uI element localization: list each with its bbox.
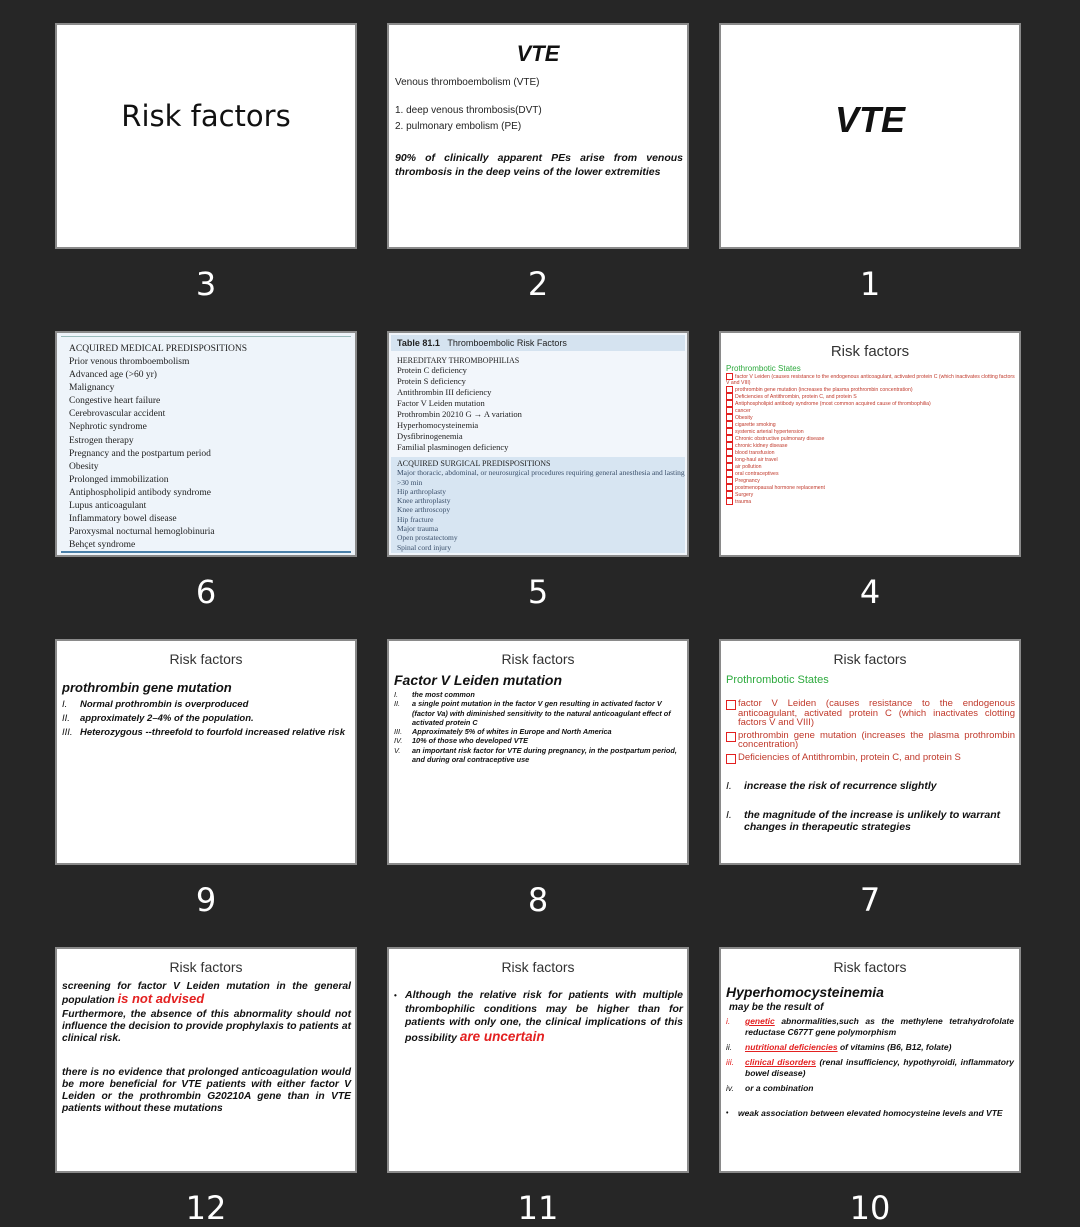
list-item bbox=[726, 442, 1015, 449]
checkbox-icon bbox=[726, 470, 733, 477]
list-item bbox=[394, 690, 681, 699]
list-item bbox=[62, 726, 351, 740]
checkbox-icon bbox=[726, 732, 736, 742]
table-row: Nephrotic syndrome bbox=[69, 422, 147, 433]
table-bottom-rule bbox=[61, 551, 351, 553]
list-item-text: Heterozygous --threefold to fourfold increased relative risk bbox=[80, 727, 345, 738]
list-item bbox=[726, 435, 1015, 442]
list-item bbox=[726, 477, 1015, 484]
list-item bbox=[726, 407, 1015, 414]
slide-title: VTE bbox=[516, 41, 560, 66]
slide-title: VTE bbox=[834, 99, 905, 140]
list-item-text: Approximately 5% of whites in Europe and North America bbox=[412, 727, 612, 737]
table-row: Obesity bbox=[69, 461, 99, 472]
table-row: Knee arthroplasty bbox=[397, 496, 451, 506]
risk-list bbox=[726, 373, 1015, 505]
slide-number: 9 bbox=[195, 881, 217, 919]
slide-subtitle: Prothrombotic States bbox=[726, 674, 829, 686]
slide-thumbnail-6[interactable] bbox=[55, 331, 357, 557]
slide-paragraph bbox=[394, 989, 683, 1045]
list-item-text: postmenopausal hormone replacement bbox=[735, 484, 825, 491]
table-row: Lupus anticoagulant bbox=[69, 501, 147, 512]
bullet-icon: • bbox=[394, 991, 397, 1000]
list-marker: III. bbox=[62, 727, 73, 738]
list-item-text: (renal insufficiency, hypothyroidi, inflammatory bowel disease) bbox=[745, 1057, 1014, 1078]
list-item-text: Deficiencies of Antithrombin, protein C, and protein S bbox=[738, 751, 961, 763]
table-row: Hip fracture bbox=[397, 514, 434, 524]
table-row: Advanced age (>60 yr) bbox=[69, 370, 157, 381]
slide-thumbnail-2[interactable] bbox=[387, 23, 689, 249]
list-marker: iv. bbox=[726, 1083, 734, 1093]
slide-number: 11 bbox=[517, 1189, 559, 1227]
slide-thumbnail-4[interactable] bbox=[719, 331, 1021, 557]
list-item-text: cancer bbox=[735, 407, 751, 414]
table-section-heading: ACQUIRED MEDICAL PREDISPOSITIONS bbox=[69, 344, 248, 354]
table-row: Knee arthroscopy bbox=[397, 505, 451, 515]
list-item-text: Obesity bbox=[735, 414, 753, 421]
list-item-text: prothrombin gene mutation (increases the plasma prothrombin concentration) bbox=[738, 729, 1015, 750]
paragraph-text: Although the relative risk for patients with multiple thrombophilic conditions may be higher than for patients with only one, the clinical implications of this possibility bbox=[405, 989, 683, 1044]
slide-thumbnail-11[interactable] bbox=[387, 947, 689, 1173]
slide-thumbnail-7[interactable] bbox=[719, 639, 1021, 865]
list-item-text: long-haul air travel bbox=[735, 456, 778, 463]
slide-number: 3 bbox=[195, 265, 217, 303]
checkbox-icon bbox=[726, 400, 733, 407]
list-item bbox=[726, 498, 1015, 505]
slide-number: 12 bbox=[185, 1189, 227, 1227]
list-item-text: air pollution bbox=[735, 463, 762, 470]
table-row: Prior venous thromboembolism bbox=[69, 357, 190, 367]
checkbox-icon bbox=[726, 463, 733, 470]
emphasis-text: nutritional deficiencies bbox=[745, 1042, 838, 1052]
list-item bbox=[726, 753, 1015, 764]
list-item bbox=[726, 780, 1015, 792]
table-row: Protein C deficiency bbox=[397, 365, 467, 375]
list-item bbox=[62, 712, 351, 726]
list-item bbox=[726, 414, 1015, 421]
list-item-text: the magnitude of the increase is unlikely to warrant changes in therapeutic strategies bbox=[744, 808, 1001, 833]
table-row: Inflammatory bowel disease bbox=[69, 514, 177, 525]
list-item: 2. pulmonary embolism (PE) bbox=[395, 121, 522, 132]
list-item-text: cigarette smoking bbox=[735, 421, 776, 428]
slide-paragraph bbox=[62, 981, 351, 1007]
slide-subtitle: prothrombin gene mutation bbox=[62, 680, 232, 695]
slide-number: 2 bbox=[527, 265, 549, 303]
slide-thumbnail-1[interactable] bbox=[719, 23, 1021, 249]
list-item: 1. deep venous thrombosis(DVT) bbox=[395, 105, 542, 116]
list-item-text: Chronic obstructive pulmonary disease bbox=[735, 435, 825, 442]
list-item-text: 10% of those who developed VTE bbox=[412, 736, 528, 746]
table-label: Table 81.1 bbox=[397, 338, 440, 348]
table-caption bbox=[391, 335, 685, 351]
list-item bbox=[62, 698, 351, 712]
table-row: Antiphospholipid antibody syndrome bbox=[69, 487, 211, 498]
table-row: Factor V Leiden mutation bbox=[397, 398, 485, 408]
checkbox-icon bbox=[726, 456, 733, 463]
table-section-surgical bbox=[391, 457, 685, 553]
list-item bbox=[726, 484, 1015, 491]
slide-thumbnail-12[interactable] bbox=[55, 947, 357, 1173]
list-item-text: increase the risk of recurrence slightly bbox=[744, 779, 937, 792]
checkbox-icon bbox=[726, 449, 733, 456]
table-row: Hip arthroplasty bbox=[397, 486, 446, 496]
list-item bbox=[394, 736, 681, 745]
emphasis-text: is not advised bbox=[117, 991, 205, 1006]
table-row: Spinal cord injury bbox=[397, 542, 452, 552]
slide-subtitle: Prothrombotic States bbox=[726, 364, 801, 373]
checkbox-icon bbox=[726, 700, 736, 710]
slide-number: 10 bbox=[849, 1189, 891, 1227]
list-item bbox=[726, 1057, 1014, 1079]
table-list bbox=[69, 356, 355, 552]
list-item-text: abnormalities,such as the methylene tetrahydrofolate reductase C677T gene polymorphism bbox=[745, 1016, 1014, 1037]
table-row: Estrogen therapy bbox=[69, 435, 134, 446]
slide-title: Risk factors bbox=[833, 959, 907, 975]
list-marker: V. bbox=[394, 745, 401, 755]
table-row: Prolonged immobilization bbox=[69, 474, 169, 485]
checkbox-icon bbox=[726, 393, 733, 400]
list-item bbox=[726, 386, 1015, 393]
list-item-text: factor V Leiden (causes resistance to the endogenous anticoagulant, activated protein C (which inactivates clotting factors V and VIII) bbox=[726, 373, 1015, 386]
checkbox-icon bbox=[726, 435, 733, 442]
list-item bbox=[726, 809, 1015, 833]
table-row: Hyperhomocysteinemia bbox=[397, 420, 479, 430]
slide-title: Risk factors bbox=[169, 959, 243, 975]
list-marker: IV. bbox=[394, 736, 403, 746]
list-item bbox=[394, 699, 681, 727]
paragraph-text: screening for factor V Leiden mutation in the general population bbox=[62, 981, 351, 1006]
list-item bbox=[726, 699, 1015, 728]
list-item-text: Deficiencies of Antithrombin, protein C, and protein S bbox=[735, 393, 857, 400]
list-marker: iii. bbox=[726, 1057, 735, 1067]
list-item-text: Normal prothrombin is overproduced bbox=[80, 699, 249, 710]
list-item-text: a single point mutation in the factor V gen resulting in activated factor V (factor Va) with diminished sensitivity to the natural anticoagulant effect of activated protein C bbox=[412, 699, 671, 727]
slide-title: Risk factors bbox=[121, 99, 291, 133]
list-item bbox=[726, 470, 1015, 477]
slide-lead: may be the result of bbox=[729, 1002, 824, 1013]
slide-thumbnail-3[interactable] bbox=[55, 23, 357, 249]
list-item-text: an important risk factor for VTE during pregnancy, in the postpartum period, and during oral contraceptive use bbox=[412, 745, 677, 765]
table-row: Congestive heart failure bbox=[69, 396, 161, 407]
slide-title: Risk factors bbox=[833, 651, 907, 667]
table-row: Major trauma bbox=[397, 524, 439, 534]
slide-thumbnail-10[interactable] bbox=[719, 947, 1021, 1173]
list-item bbox=[394, 727, 681, 736]
list-marker: i. bbox=[726, 1016, 731, 1026]
list-item bbox=[726, 373, 1015, 386]
table-row: Protein S deficiency bbox=[397, 376, 466, 386]
slide-thumbnail-5[interactable] bbox=[387, 331, 689, 557]
bullet-text: weak association between elevated homocysteine levels and VTE bbox=[738, 1108, 1003, 1118]
list-marker: I. bbox=[62, 699, 68, 710]
slide-bullet bbox=[726, 1108, 1014, 1119]
list-item bbox=[726, 731, 1015, 750]
list-item-text: approximately 2–4% of the population. bbox=[80, 713, 254, 724]
list-item-text: chronic kidney disease bbox=[735, 442, 788, 449]
list-marker: ii. bbox=[726, 1042, 733, 1052]
slide-note: 90% of clinically apparent PEs arise from venous thrombosis in the deep veins of the lower extremities bbox=[395, 152, 683, 178]
slide-title: Risk factors bbox=[501, 651, 575, 667]
list-item-text: factor V Leiden (causes resistance to the endogenous anticoagulant, activated protein C (which inactivates clotting factors V and VIII) bbox=[738, 698, 1015, 728]
checkbox-icon bbox=[726, 421, 733, 428]
table-title: Thromboembolic Risk Factors bbox=[447, 338, 567, 348]
list-item-text: Pregnancy bbox=[735, 477, 760, 484]
table-row: Antithrombin III deficiency bbox=[397, 387, 492, 397]
list-item bbox=[726, 1083, 1014, 1094]
list-item bbox=[726, 428, 1015, 435]
list-item-text: Surgery bbox=[735, 491, 754, 498]
list-marker: I. bbox=[726, 779, 732, 792]
table-row: Familial plasminogen deficiency bbox=[397, 442, 509, 452]
list-marker: III. bbox=[394, 727, 403, 737]
slide-paragraph: Furthermore, the absence of this abnormality should not influence the decision to provide prophylaxis to patients at clinical risk. bbox=[62, 1009, 351, 1044]
table-row: Cerebrovascular accident bbox=[69, 409, 166, 420]
list-item-text: of vitamins (B6, B12, folate) bbox=[839, 1042, 952, 1052]
list-item bbox=[726, 463, 1015, 470]
list-item bbox=[726, 393, 1015, 400]
table-row: Major thoracic, abdominal, or neurosurgical procedures requiring general anesthesia and lasting >30 min bbox=[397, 468, 685, 487]
table-row: Malignancy bbox=[69, 383, 115, 394]
list-item bbox=[394, 746, 681, 765]
slide-paragraph: there is no evidence that prolonged anticoagulation would be more beneficial for VTE patients with either factor V Leiden or the prothrombin G20210A gene than in VTE patients without these mutations bbox=[62, 1067, 351, 1114]
slide-subtitle: Venous thromboembolism (VTE) bbox=[395, 77, 540, 88]
checkbox-icon bbox=[726, 373, 733, 380]
list-item bbox=[726, 421, 1015, 428]
checkbox-icon bbox=[726, 386, 733, 393]
list-item bbox=[726, 449, 1015, 456]
checkbox-icon bbox=[726, 414, 733, 421]
list-item-text: trauma bbox=[735, 498, 752, 505]
list-item-text: blood transfusion bbox=[735, 449, 775, 456]
list-item bbox=[726, 1042, 1014, 1053]
list-item-text: or a combination bbox=[745, 1083, 814, 1093]
slide-number: 5 bbox=[527, 573, 549, 611]
emphasis-text: clinical disorders bbox=[745, 1057, 816, 1067]
checkbox-icon bbox=[726, 407, 733, 414]
checkbox-icon bbox=[726, 491, 733, 498]
list-marker: II. bbox=[62, 713, 70, 724]
checkbox-icon bbox=[726, 442, 733, 449]
slide-title: Risk factors bbox=[830, 343, 910, 360]
list-item-text: prothrombin gene mutation (increases the plasma prothrombin concentration) bbox=[735, 386, 913, 393]
slide-title: Risk factors bbox=[501, 959, 575, 975]
table-row: Dysfibrinogenemia bbox=[397, 431, 463, 441]
list-marker: I. bbox=[726, 808, 732, 821]
list-marker: I. bbox=[394, 690, 399, 699]
bullet-icon: • bbox=[726, 1110, 729, 1117]
table-section-heading: ACQUIRED SURGICAL PREDISPOSITIONS bbox=[397, 459, 551, 468]
emphasis-text: genetic bbox=[745, 1016, 775, 1026]
checkbox-icon bbox=[726, 484, 733, 491]
table-row: Behçet syndrome bbox=[69, 540, 136, 551]
slide-subtitle: Factor V Leiden mutation bbox=[394, 672, 563, 688]
table-row: Pregnancy and the postpartum period bbox=[69, 448, 211, 459]
table-row: Prothrombin 20210 G → A variation bbox=[397, 409, 522, 419]
checkbox-icon bbox=[726, 754, 736, 764]
slide-thumbnail-8[interactable] bbox=[387, 639, 689, 865]
table-row: Open prostatectomy bbox=[397, 533, 458, 543]
list-item bbox=[726, 1016, 1014, 1038]
list-item bbox=[726, 400, 1015, 407]
checkbox-icon bbox=[726, 498, 733, 505]
checkbox-icon bbox=[726, 477, 733, 484]
checkbox-icon bbox=[726, 428, 733, 435]
slide-subtitle: Hyperhomocysteinemia bbox=[726, 984, 884, 1000]
table-row: Paroxysmal nocturnal hemoglobinuria bbox=[69, 527, 215, 538]
slide-number: 7 bbox=[859, 881, 881, 919]
table-section-heading: HEREDITARY THROMBOPHILIAS bbox=[397, 356, 520, 365]
slide-thumbnail-9[interactable] bbox=[55, 639, 357, 865]
slide-number: 1 bbox=[859, 265, 881, 303]
list-item-text: systemic arterial hypertension bbox=[735, 428, 804, 435]
list-marker: II. bbox=[394, 699, 401, 709]
slide-number: 8 bbox=[527, 881, 549, 919]
emphasis-text: are uncertain bbox=[459, 1028, 545, 1044]
slide-title: Risk factors bbox=[169, 651, 243, 667]
list-item bbox=[726, 491, 1015, 498]
list-item bbox=[726, 456, 1015, 463]
slide-number: 4 bbox=[859, 573, 881, 611]
slide-number: 6 bbox=[195, 573, 217, 611]
list-item-text: the most common bbox=[412, 690, 475, 699]
list-item-text: Antiphospholipid antibody syndrome (most common acquired cause of thrombophilia) bbox=[735, 400, 931, 407]
list-item-text: oral contraceptives bbox=[735, 470, 779, 477]
